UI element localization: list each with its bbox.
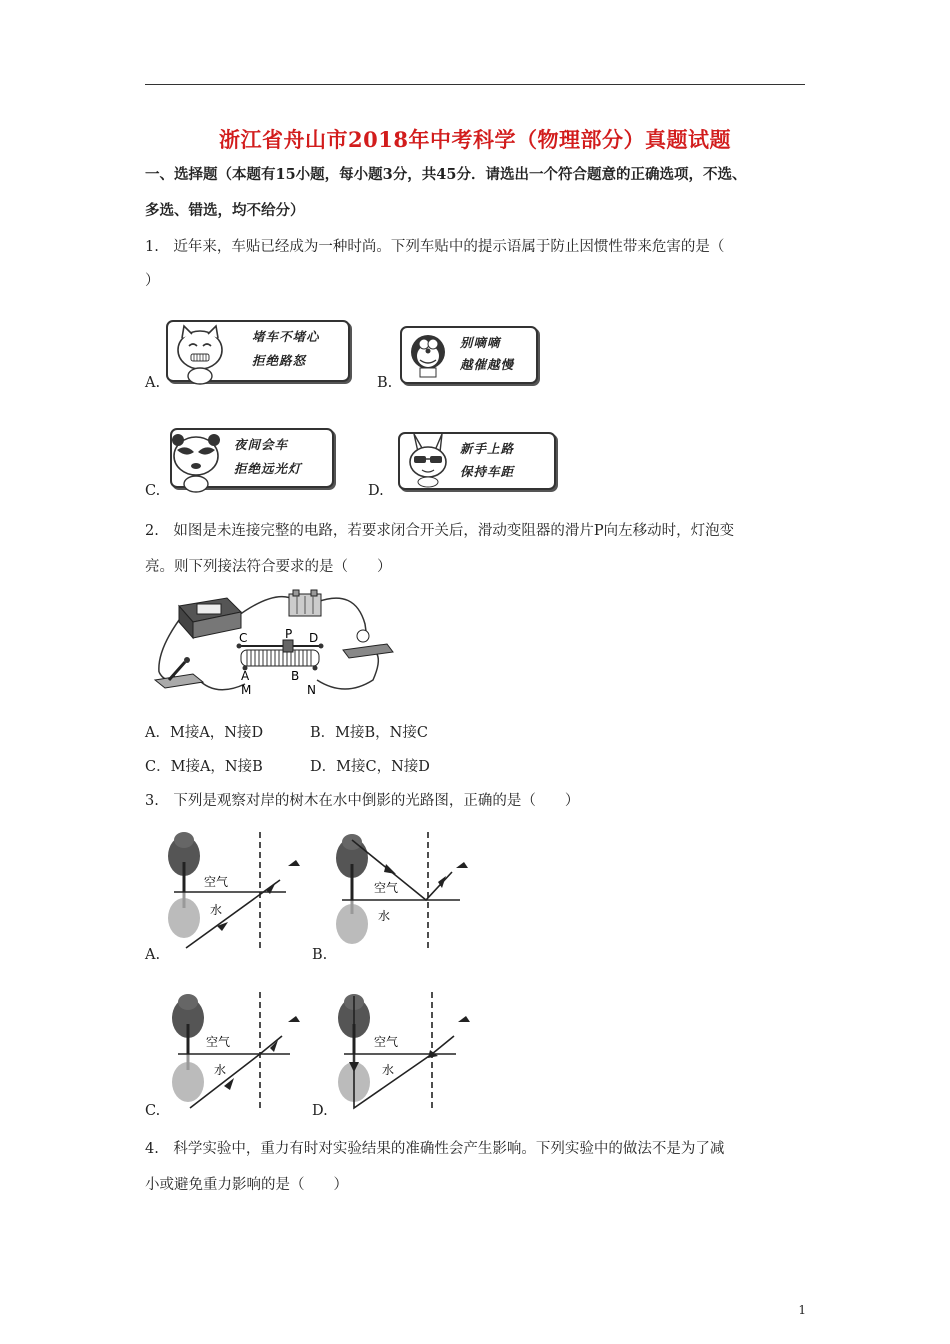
q1-sticker-d-line2: 保持车距	[460, 464, 515, 479]
page-number: 1	[798, 1303, 806, 1317]
q1-sticker-b-line1: 别嘀嘀	[460, 335, 501, 350]
q2-option-a: A．M接A，N接D	[145, 725, 264, 741]
q1-sticker-d	[398, 432, 556, 490]
q2-option-b: B．M接B，N接C	[310, 725, 428, 741]
q1-sticker-b-line2: 越催越慢	[460, 357, 515, 372]
q1-sticker-c-line1: 夜间会车	[234, 437, 289, 452]
tree-icon	[168, 832, 200, 938]
q3-diagram-d	[332, 992, 482, 1116]
eye-icon	[458, 1016, 470, 1022]
q1-sticker-b	[400, 326, 538, 384]
q3-text: 3. 下列是观察对岸的树木在水中倒影的光路图，正确的是（ ）	[145, 793, 580, 809]
switch-icon	[155, 657, 203, 688]
battery-icon	[289, 590, 321, 616]
q1-option-c-label: C.	[145, 483, 161, 499]
water-label: 水	[210, 903, 223, 917]
q3-option-c-label: C.	[145, 1103, 161, 1119]
q1-sticker-a-line2: 拒绝路怒	[252, 353, 307, 368]
q3-option-d-label: D.	[312, 1103, 328, 1119]
q3-diagram-c	[166, 992, 316, 1116]
q2-text-cont: 亮。则下列接法符合要求的是（ ）	[145, 559, 392, 575]
eye-icon	[456, 862, 468, 868]
water-label: 水	[214, 1063, 227, 1077]
section-heading: 一、选择题（本题有15小题，每小题3分，共45分．请选出一个符合题意的正确选项，不选、	[145, 166, 747, 183]
tree-icon	[336, 834, 368, 944]
ammeter-icon	[179, 598, 241, 638]
terminal-b-label: B	[291, 669, 300, 683]
wire-n-label: N	[307, 683, 316, 697]
q2-text: 2. 如图是未连接完整的电路，若要求闭合开关后，滑动变阻器的滑片P向左移动时，灯泡变	[145, 523, 735, 539]
q1-sticker-d-line1: 新手上路	[460, 441, 515, 456]
water-label: 水	[378, 909, 391, 923]
q1-option-a-label: A.	[145, 375, 161, 391]
q3-diagram-a	[162, 832, 312, 956]
terminal-a-label: A	[241, 669, 250, 683]
section-heading-cont: 多选、错选，均不给分）	[145, 202, 305, 219]
eye-icon	[288, 1016, 300, 1022]
q1-sticker-c	[170, 428, 334, 488]
cat-face-icon	[172, 324, 232, 386]
q1-option-b-label: B.	[377, 375, 393, 391]
tree-icon	[172, 994, 204, 1102]
water-label: 水	[382, 1063, 395, 1077]
terminal-p-label: P	[285, 627, 293, 641]
q1-sticker-c-line2: 拒绝远光灯	[234, 461, 302, 476]
air-label: 空气	[204, 875, 229, 889]
q1-sticker-a-line1: 堵车不堵心	[252, 329, 320, 344]
q2-option-d: D．M接C，N接D	[310, 759, 430, 775]
q2-option-c: C．M接A，N接B	[145, 759, 263, 775]
q3-option-a-label: A.	[145, 947, 161, 963]
air-label: 空气	[374, 881, 399, 895]
q1-text-cont: ）	[145, 273, 160, 289]
header-rule	[145, 84, 805, 85]
q2-circuit-diagram	[145, 588, 405, 706]
q4-text: 4. 科学实验中，重力有时对实验结果的准确性会产生影响。下列实验中的做法不是为了减	[145, 1141, 725, 1157]
rabbit-sunglasses-icon	[404, 434, 454, 488]
terminal-c-label: C	[239, 631, 248, 645]
q1-option-d-label: D.	[368, 483, 384, 499]
robot-cat-icon	[406, 330, 452, 380]
wire-m-label: M	[241, 683, 252, 697]
document-title: 浙江省舟山市2018年中考科学（物理部分）真题试题	[219, 127, 731, 152]
q3-option-b-label: B.	[312, 947, 328, 963]
q3-diagram-b	[330, 832, 480, 956]
air-label: 空气	[374, 1035, 399, 1049]
q1-text: 1. 近年来，车贴已经成为一种时尚。下列车贴中的提示语属于防止因惯性带来危害的是（	[145, 239, 725, 255]
q4-text-cont: 小或避免重力影响的是（ ）	[145, 1177, 348, 1193]
q1-sticker-a	[166, 320, 350, 382]
terminal-d-label: D	[309, 631, 319, 645]
eye-icon	[288, 860, 300, 866]
panda-icon	[170, 432, 226, 494]
bulb-icon	[343, 630, 393, 658]
air-label: 空气	[206, 1035, 231, 1049]
